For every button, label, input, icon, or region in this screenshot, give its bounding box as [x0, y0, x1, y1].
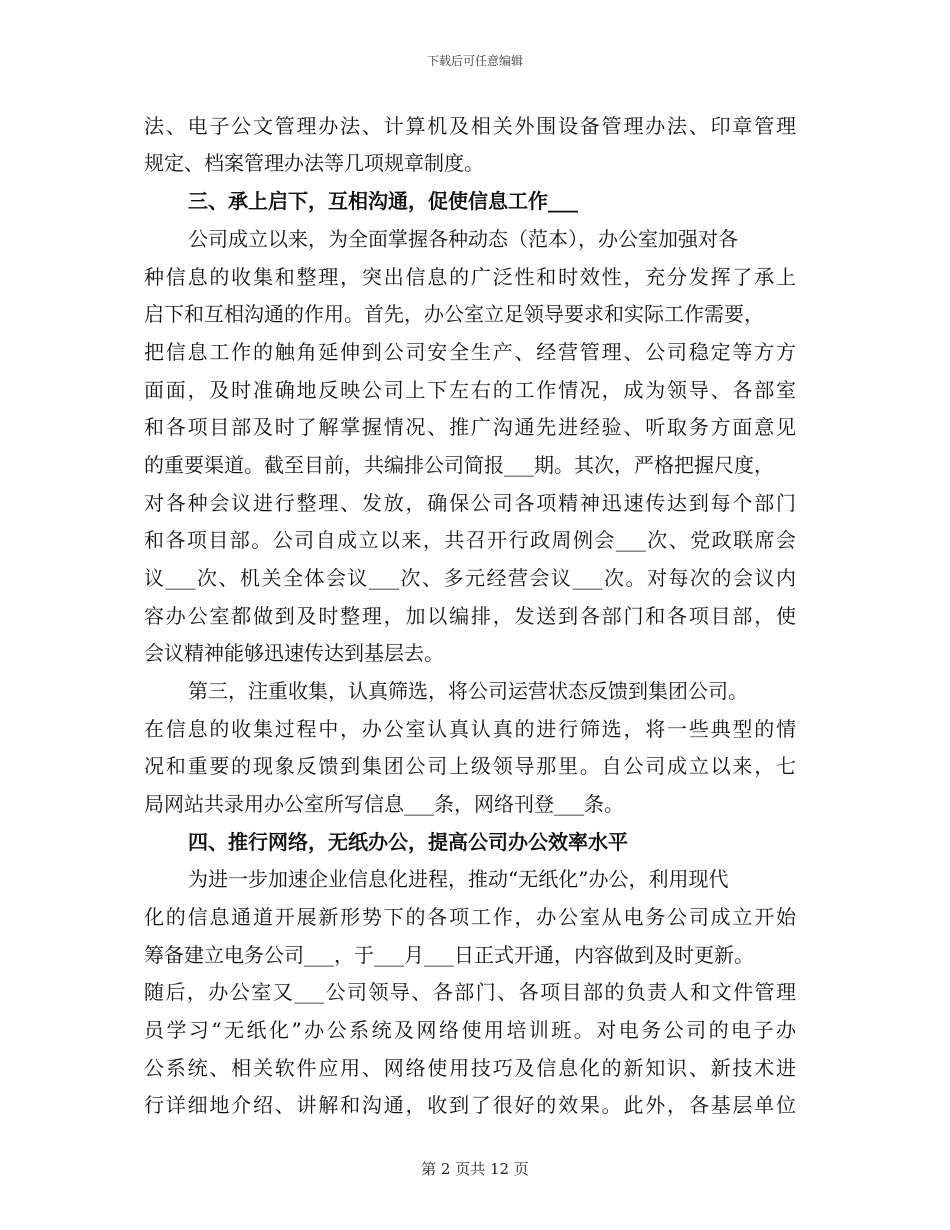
paragraph-line: 面面，及时准确地反映公司上下左右的工作情况，成为领导、各部室 — [144, 378, 796, 402]
paragraph-line: 员学习“无纸化”办公系统及网络使用培训班。对电务公司的电子办 — [144, 1018, 796, 1042]
paragraph-line: 为进一步加速企业信息化进程，推动“无纸化”办公，利用现代 — [188, 867, 729, 891]
paragraph-line: 况和重要的现象反馈到集团公司上级领导那里。自公司成立以来，七 — [144, 754, 796, 778]
paragraph-line: 启下和互相沟通的作用。首先，办公室立足领导要求和实际工作需要， — [144, 302, 764, 326]
paragraph-line: 第三，注重收集，认真筛选，将公司运营状态反馈到集团公司。 — [188, 679, 748, 703]
paragraph-line: 法、电子公文管理办法、计算机及相关外围设备管理办法、印章管理 — [144, 114, 796, 138]
paragraph-line: 行详细地介绍、讲解和沟通，收到了很好的效果。此外，各基层单位 — [144, 1093, 796, 1117]
page-footer: 第 2 页共 12 页 — [421, 1160, 529, 1178]
paragraph-line: 对各种会议进行整理、发放，确保公司各项精神迅速传达到每个部门 — [144, 491, 796, 515]
paragraph-line: 会议精神能够迅速传达到基层去。 — [144, 641, 444, 665]
paragraph-line: 公系统、相关软件应用、网络使用技巧及信息化的新知识、新技术进 — [144, 1056, 796, 1080]
paragraph-line: 化的信息通道开展新形势下的各项工作，办公室从电务公司成立开始 — [144, 905, 796, 929]
paragraph-line: 和各项目部及时了解掌握情况、推广沟通先进经验、听取务方面意见 — [144, 415, 796, 439]
paragraph-line: 的重要渠道。截至目前，共编排公司简报___期。其次，严格把握尺度， — [144, 453, 774, 477]
paragraph-line: 局网站共录用办公室所写信息___条，网络刊登___条。 — [144, 792, 624, 816]
paragraph-line: 规定、档案管理办法等几项规章制度。 — [144, 151, 484, 175]
paragraph-line: 把信息工作的触角延伸到公司安全生产、经营管理、公司稳定等方方 — [144, 340, 796, 364]
paragraph-line: 容办公室都做到及时整理，加以编排，发送到各部门和各项目部，使 — [144, 604, 796, 628]
section-heading: 四、推行网络，无纸办公，提高公司办公效率水平 — [188, 830, 628, 854]
paragraph-line: 公司成立以来，为全面掌握各种动态（范本），办公室加强对各 — [188, 227, 738, 251]
paragraph-line: 种信息的收集和整理，突出信息的广泛性和时效性，充分发挥了承上 — [144, 265, 796, 289]
paragraph-line: 随后，办公室又___公司领导、各部门、各项目部的负责人和文件管理 — [144, 980, 796, 1004]
paragraph-line: 在信息的收集过程中，办公室认真认真的进行筛选，将一些典型的情 — [144, 717, 796, 741]
page-header: 下载后可任意编辑 — [426, 54, 523, 68]
paragraph-line: 和各项目部。公司自成立以来，共召开行政周例会___次、党政联席会 — [144, 528, 796, 552]
section-heading: 三、承上启下，互相沟通，促使信息工作___ — [188, 189, 578, 213]
paragraph-line: 议___次、机关全体会议___次、多元经营会议___次。对每次的会议内 — [144, 566, 796, 590]
paragraph-line: 筹备建立电务公司___，于___月___日正式开通，内容做到及时更新。 — [144, 943, 754, 967]
